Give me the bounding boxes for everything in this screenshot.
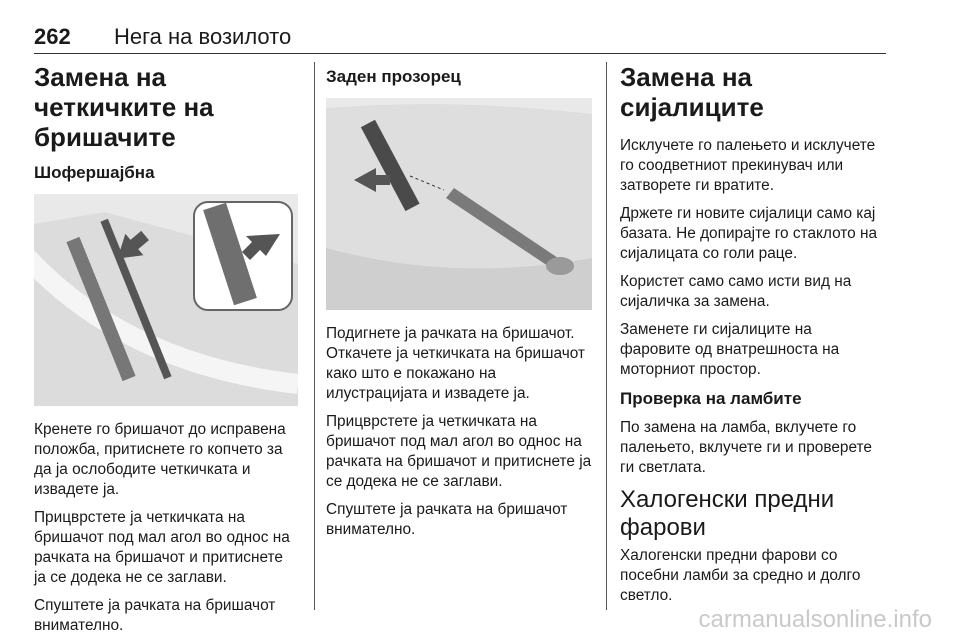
column-1: [34, 62, 298, 644]
paragraph: Заменете ги сијалиците на фаровите од внатрешноста на моторниот простор.: [620, 321, 840, 378]
section-heading-bulbs: Замена на сијалиците: [620, 62, 764, 122]
subheading-windscreen: Шофершајбна: [34, 163, 155, 182]
paragraph: Исклучете го палењето и исклучете го соодветниот прекинувач или затворете ги вратите.: [620, 137, 876, 194]
column-divider-1: [314, 62, 315, 610]
paragraph: Прицврстете ја четкичката на бришачот под мал агол во однос на рачката на бришачот и притиснете ја се додека не се заглави.: [34, 509, 290, 586]
paragraph: Кренете го бришачот до исправена положба, притиснете го копчето за да ја ослободите четкичката и извадете ја.: [34, 421, 286, 498]
windscreen-wiper-drawing: [34, 194, 298, 406]
paragraph: По замена на ламба, вклучете го палењето, вклучете ги и проверете ги светлата.: [620, 419, 872, 476]
watermark: carmanualsonline.info: [698, 606, 932, 633]
rear-wiper-drawing: [326, 98, 592, 310]
subheading-lamp-check: Проверка на ламбите: [620, 389, 802, 408]
chapter-title: Нега на возилото: [114, 24, 292, 49]
paragraph: Држете ги новите сијалици само кај базата. Не допирајте го стаклото на сијалицата со голи раце.: [620, 205, 878, 262]
paragraph: Користет само само исти вид на сијаличка за замена.: [620, 273, 852, 310]
page-number: 262: [34, 24, 71, 49]
column-3: [620, 62, 886, 614]
subheading-rear-window: Заден прозорец: [326, 67, 461, 86]
paragraph: Спуштете ја рачката на бришачот внимателно.: [34, 597, 276, 634]
rear-wiper-illustration: [326, 98, 592, 310]
paragraph: Подигнете ја рачката на бришачот. Откачете ја четкичката на бришачот како што е покажано на илустрацијата и извадете ја.: [326, 325, 585, 402]
paragraph: Спуштете ја рачката на бришачот внимателно.: [326, 501, 568, 538]
column-divider-2: [606, 62, 607, 610]
paragraph: Прицврстете ја четкичката на бришачот под мал агол во однос на рачката на бришачот и притиснете ја се додека не се заглави.: [326, 413, 592, 490]
paragraph: Халогенски предни фарови со посебни ламби за средно и долго светло.: [620, 547, 861, 604]
subheading-halogen: Халогенски предни фарови: [620, 486, 835, 541]
windscreen-wiper-illustration: [34, 194, 298, 406]
section-heading-wiper: Замена на четкичките на бришачите: [34, 62, 214, 152]
header-rule: [34, 53, 886, 54]
column-2: [326, 62, 592, 548]
